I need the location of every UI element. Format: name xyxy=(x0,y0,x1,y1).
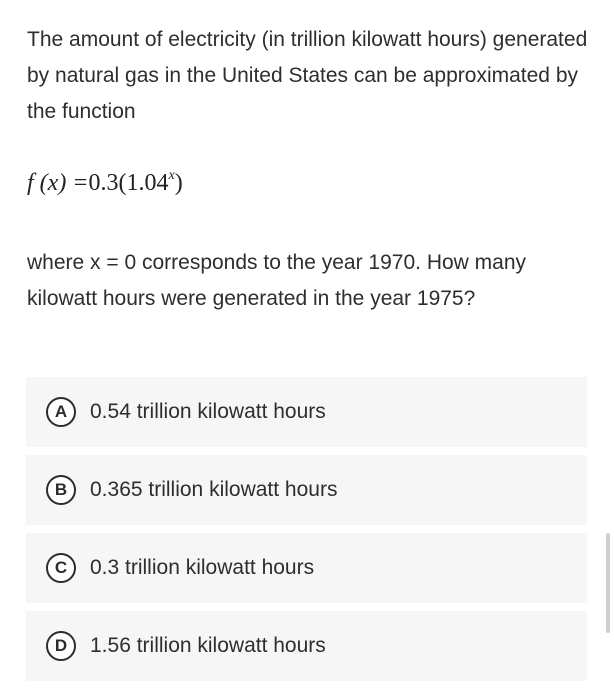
option-d-text: 1.56 trillion kilowatt hours xyxy=(90,634,326,657)
question-intro: The amount of electricity (in trillion kilowatt hours) generated by natural gas in the United States can be approximated by the function xyxy=(27,28,588,123)
option-b[interactable] xyxy=(26,455,587,525)
answer-options xyxy=(26,377,587,689)
scrollbar[interactable] xyxy=(606,533,610,633)
formula-base: 0.3(1.04 xyxy=(88,170,169,196)
option-d[interactable] xyxy=(26,611,587,681)
formula-exponent: x xyxy=(168,168,175,183)
formula-close: ) xyxy=(174,170,183,196)
option-a[interactable] xyxy=(26,377,587,447)
option-b-letter-badge: B xyxy=(46,475,76,505)
option-d-letter-badge: D xyxy=(46,631,76,661)
option-c-letter-badge: C xyxy=(46,553,76,583)
formula-lhs: f (x) = xyxy=(27,170,89,196)
option-a-letter-badge: A xyxy=(46,397,76,427)
question-prompt: where x = 0 corresponds to the year 1970. How many kilowatt hours were generated in the year 1975? xyxy=(27,251,527,310)
function-formula xyxy=(27,170,183,197)
option-c[interactable] xyxy=(26,533,587,603)
option-c-text: 0.3 trillion kilowatt hours xyxy=(90,556,315,579)
option-a-text: 0.54 trillion kilowatt hours xyxy=(90,400,326,423)
option-b-text: 0.365 trillion kilowatt hours xyxy=(90,478,338,501)
